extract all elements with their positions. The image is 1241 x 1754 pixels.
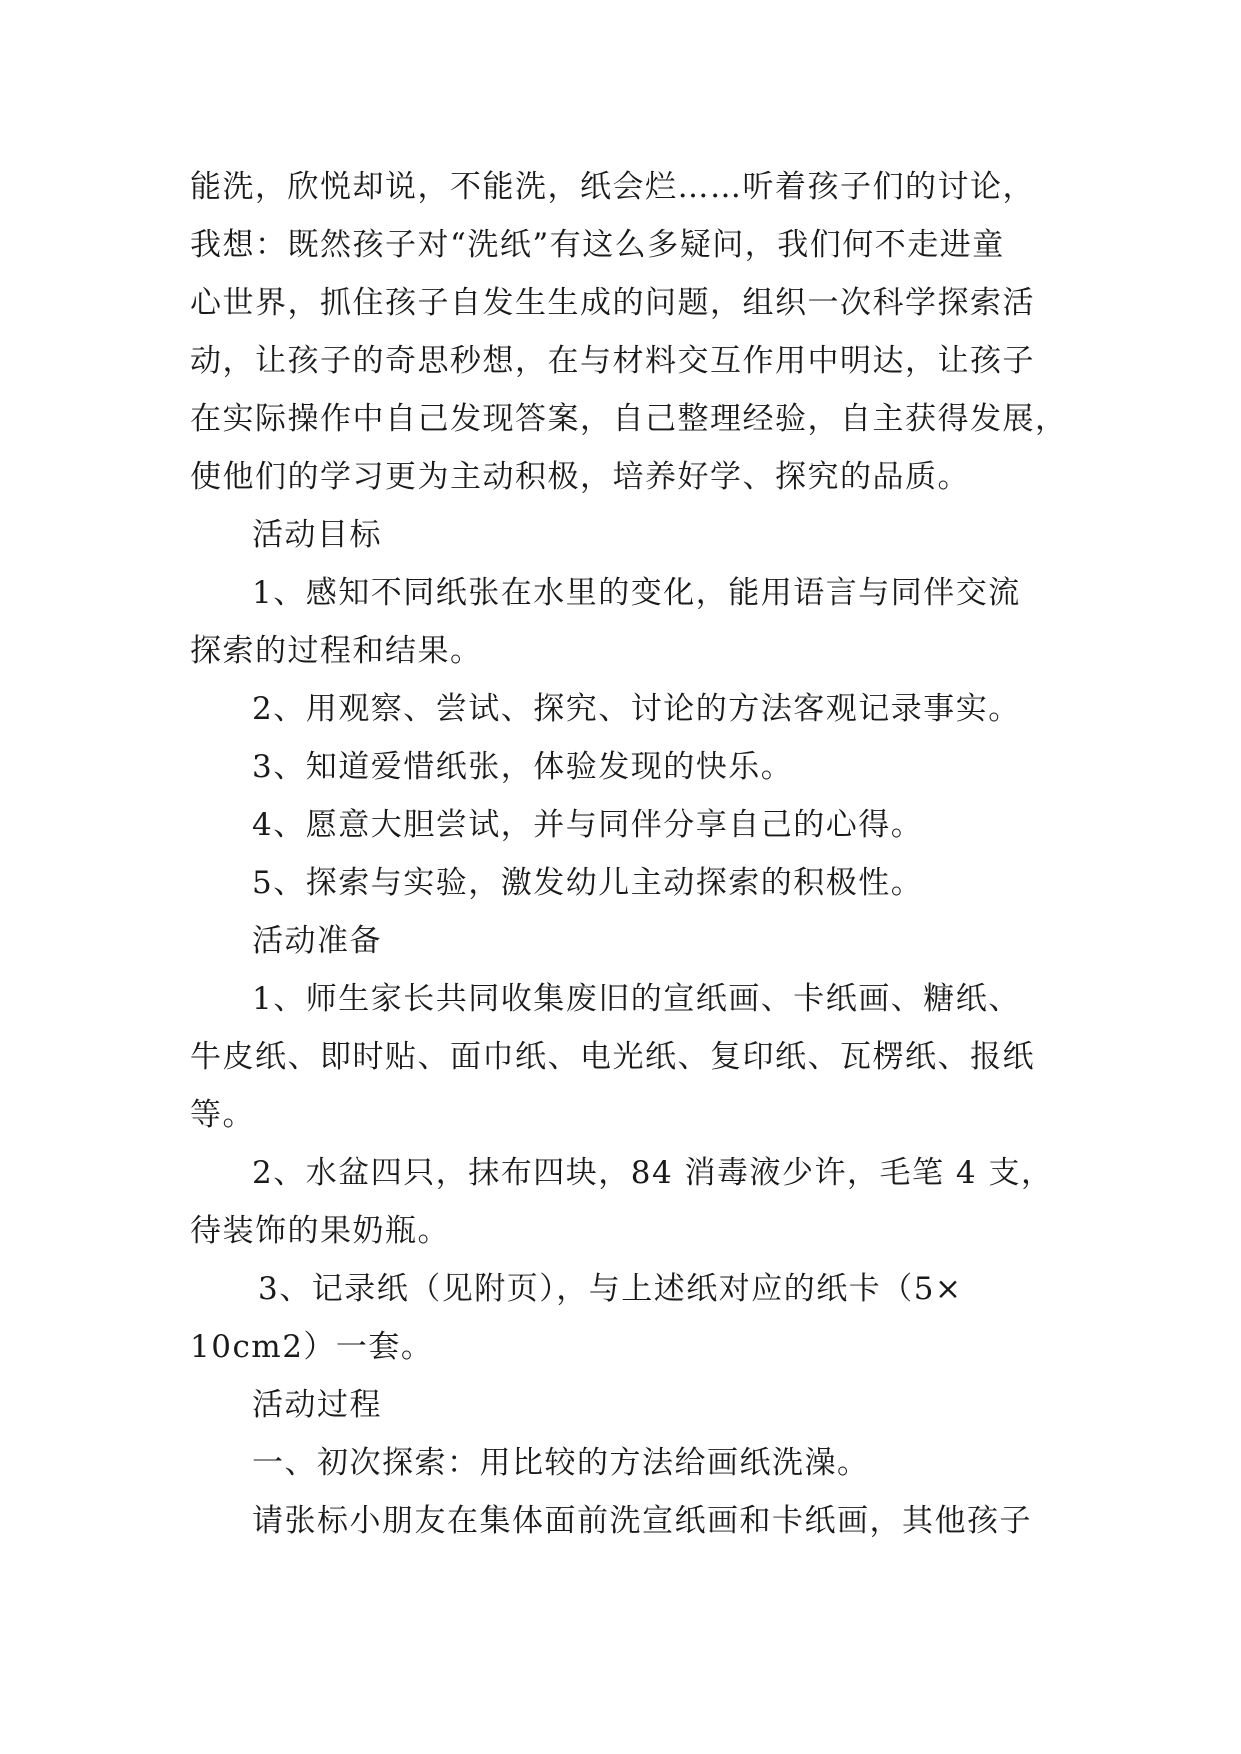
- section-heading-process: 活动过程: [252, 1387, 382, 1423]
- paragraph-line: 在实际操作中自己发现答案，自己整理经验，自主获得发展，: [190, 401, 1068, 437]
- goal-item: 5、探索与实验，激发幼儿主动探索的积极性。: [252, 865, 924, 901]
- paragraph-line: 使他们的学习更为主动积极，培养好学、探究的品质。: [190, 459, 970, 495]
- document-body: [190, 158, 1070, 1550]
- preparation-item-continued: 等。: [190, 1097, 255, 1133]
- section-heading-goals: 活动目标: [252, 517, 382, 553]
- goal-item-continued: 探索的过程和结果。: [190, 633, 483, 669]
- preparation-item: 2、水盆四只，抹布四块，84 消毒液少许，毛笔 4 支，: [252, 1155, 1054, 1191]
- paragraph-line: 请张标小朋友在集体面前洗宣纸画和卡纸画，其他孩子: [252, 1503, 1032, 1539]
- goal-item: 3、知道爱惜纸张，体验发现的快乐。: [252, 749, 794, 785]
- section-heading-preparation: 活动准备: [252, 923, 382, 959]
- process-step: 一、初次探索：用比较的方法给画纸洗澡。: [252, 1445, 870, 1481]
- paragraph-line: 能洗，欣悦却说，不能洗，纸会烂……听着孩子们的讨论，: [190, 169, 1035, 205]
- goal-item: 4、愿意大胆尝试，并与同伴分享自己的心得。: [252, 807, 924, 843]
- preparation-item: 1、师生家长共同收集废旧的宣纸画、卡纸画、糖纸、: [252, 981, 1021, 1017]
- paragraph-line: 心世界，抓住孩子自发生生成的问题，组织一次科学探索活: [190, 285, 1035, 321]
- preparation-item: 3、记录纸（见附页），与上述纸对应的纸卡（5×: [258, 1271, 963, 1307]
- paragraph-line: 动，让孩子的奇思秒想，在与材料交互作用中明达，让孩子: [190, 343, 1035, 379]
- preparation-item-continued: 10cm2）一套。: [190, 1329, 434, 1365]
- goal-item: 1、感知不同纸张在水里的变化，能用语言与同伴交流: [252, 575, 1021, 611]
- preparation-item-continued: 牛皮纸、即时贴、面巾纸、电光纸、复印纸、瓦楞纸、报纸: [190, 1039, 1035, 1075]
- goal-item: 2、用观察、尝试、探究、讨论的方法客观记录事实。: [252, 691, 1021, 727]
- preparation-item-continued: 待装饰的果奶瓶。: [190, 1213, 450, 1249]
- paragraph-line: 我想：既然孩子对“洗纸”有这么多疑问，我们何不走进童: [190, 227, 1005, 263]
